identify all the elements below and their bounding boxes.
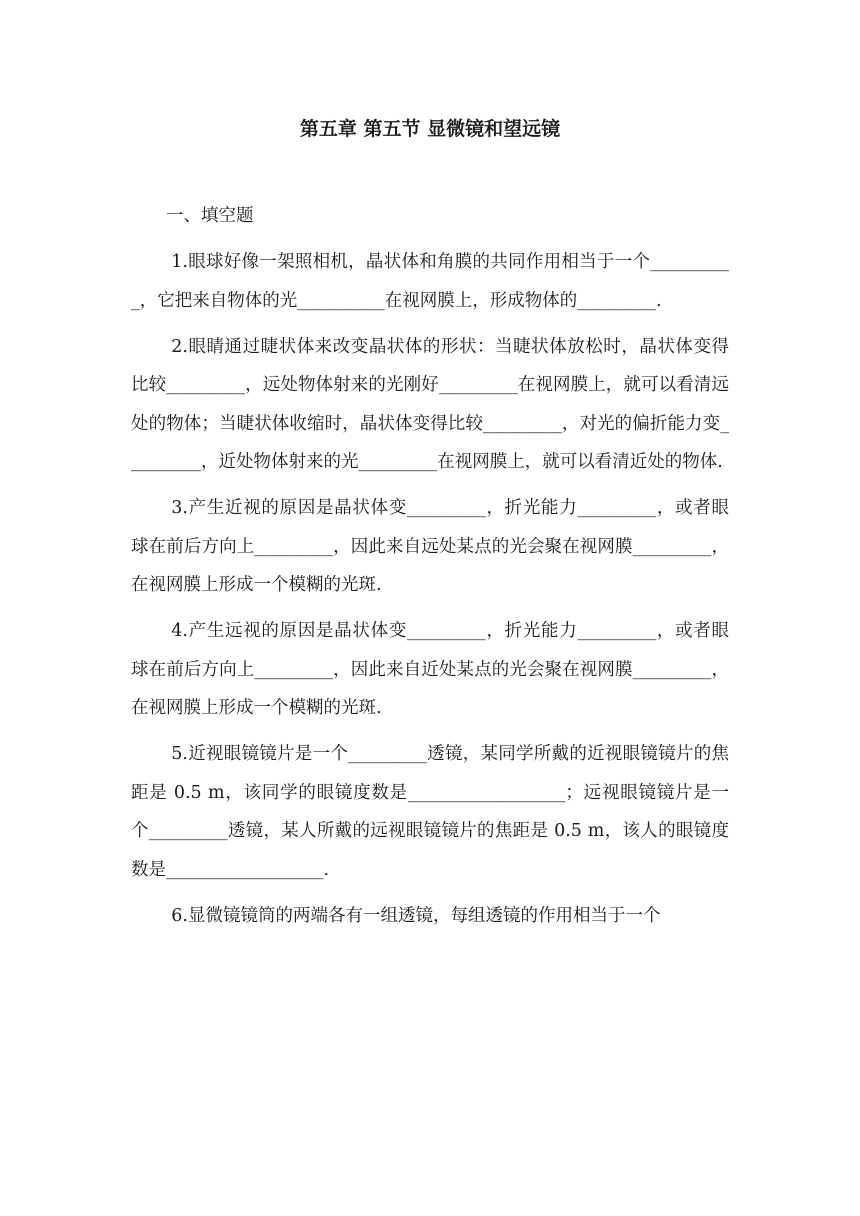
section-heading: 一、填空题 bbox=[166, 206, 254, 226]
question-5: 5.近视眼镜镜片是一个_________透镜，某同学所戴的近视眼镜镜片的焦距是 0.5 m，该同学的眼镜度数是__________________；远视眼镜镜片是一个_________透镜，某人所戴的远视眼镜镜片的焦距是 0.5 m，该人的眼镜度数是__________________. bbox=[131, 744, 729, 880]
document-body bbox=[131, 197, 729, 935]
question-3: 3.产生近视的原因是晶状体变_________，折光能力_________，或者眼球在前后方向上_________，因此来自远处某点的光会聚在视网膜_________，在视网膜上形成一个模糊的光斑. bbox=[131, 498, 729, 595]
question-2: 2.眼睛通过睫状体来改变晶状体的形状：当睫状体放松时，晶状体变得比较_________，远处物体射来的光刚好_________在视网膜上，就可以看清远处的物体；当睫状体收缩时，晶状体变得比较_________，对光的偏折能力变_________，近处物体射来的光_________在视网膜上，就可以看清近处的物体. bbox=[131, 336, 729, 472]
question-4: 4.产生远视的原因是晶状体变_________，折光能力_________，或者眼球在前后方向上_________，因此来自近处某点的光会聚在视网膜_________，在视网膜上形成一个模糊的光斑. bbox=[131, 621, 729, 718]
question-1: 1.眼球好像一架照相机，晶状体和角膜的共同作用相当于一个__________，它把来自物体的光__________在视网膜上，形成物体的_________. bbox=[131, 252, 729, 311]
question-6: 6.显微镜镜筒的两端各有一组透镜，每组透镜的作用相当于一个 bbox=[171, 905, 661, 926]
page-title: 第五章 第五节 显微镜和望远镜 bbox=[299, 118, 561, 140]
